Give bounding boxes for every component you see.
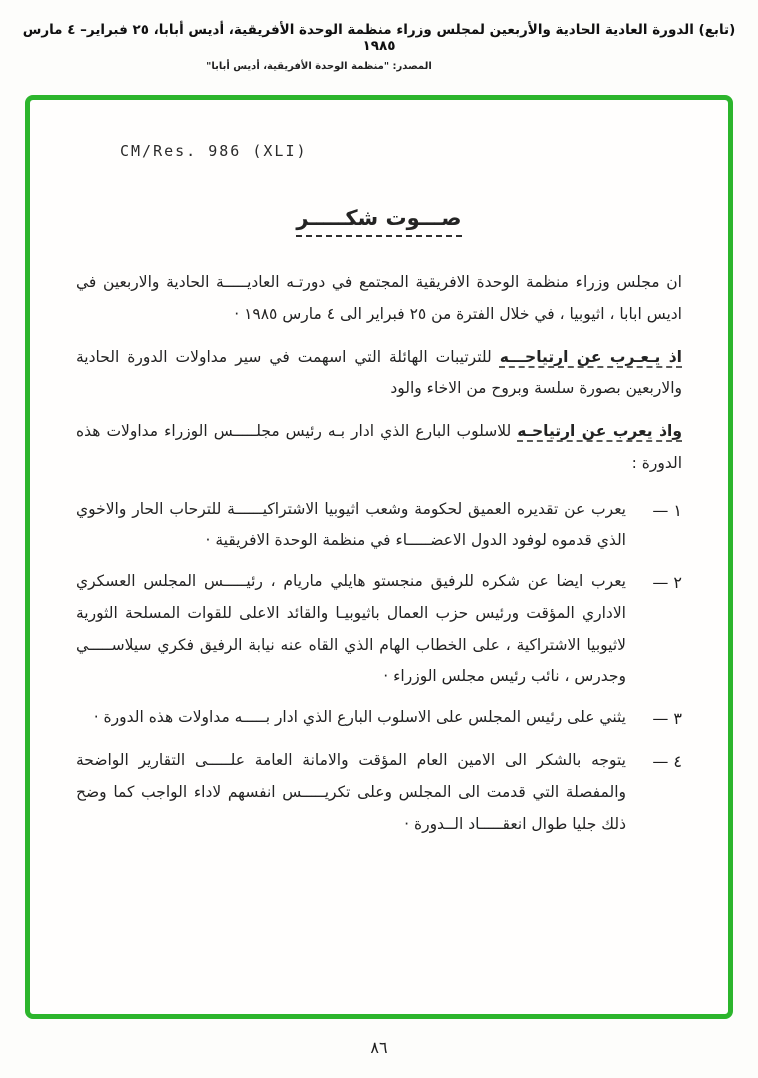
page-number: ٨٦ bbox=[370, 1038, 388, 1057]
item-1-text: يعرب عن تقديره العميق لحكومة وشعب اثيوبيا الاشتراكيــــــة للترحاب الحار والاخوي الذي قدموه لوفود الدول الاعضـــــاء في منظمة الوحدة الافريقية · bbox=[76, 499, 626, 550]
source-note: المصدر: "منظمة الوحدة الأفريقية، أديس أبابا" bbox=[206, 61, 432, 72]
resolution-items bbox=[76, 494, 682, 841]
resolution-reference: CM/Res. 986 (XLI) bbox=[120, 142, 308, 160]
item-4-text: يتوجه بالشكر الى الامين العام المؤقت والامانة العامة علـــــى التقارير الواضحة والمفصلة التي قدمت الى المجلس وعلى تكريـــــس انفسهم لاداء الواجب كما وضح ذلك جليا طوال انعقـــــاد الــدورة · bbox=[76, 750, 626, 833]
item-2-number: ٢ — bbox=[652, 573, 682, 593]
page-frame bbox=[25, 95, 733, 1019]
preamble-paragraph: ان مجلس وزراء منظمة الوحدة الافريقية المجتمع في دورتـه العاديـــــة الحادية والاربعين في اديس ابابا ، اثيوبيا ، في خلال الفترة من ٢٥ فبراير الى ٤ مارس ١٩٨٥ · bbox=[76, 273, 682, 323]
clause-1-lead: اذ يـعـرب عن ارتياحـــه bbox=[499, 347, 682, 366]
item-4-number: ٤ — bbox=[652, 751, 682, 771]
session-header-line: (تابع) الدورة العادية الحادية والأربعين لمجلس وزراء منظمة الوحدة الأفريقية، أديس أبابا، ٢٥ فبراير– ٤ مارس ١٩٨٥ bbox=[22, 22, 736, 54]
archive-header bbox=[0, 0, 758, 72]
item-3-number: ٣ — bbox=[652, 709, 682, 729]
item-3-text: يثني على رئيس المجلس على الاسلوب البارع الذي ادار بـــــه مداولات هذه الدورة · bbox=[93, 708, 626, 727]
item-2-text: يعرب ايضا عن شكره للرفيق منجستو هايلي ماريام ، رئيـــــس المجلس العسكري الاداري المؤقت ورئيس حزب العمال باثيوبيـا والقائد الاعلى للقوات المسلحة الثورية لاثيوبيا الاشتراكية ، على الخطاب الهام الذي القاه عنه نيابة الرفيق فكري سيلاســـــي وجدرس ، نائب رئيس مجلس الوزراء · bbox=[76, 572, 626, 686]
item-1-number: ١ — bbox=[652, 500, 682, 520]
resolution-item-4 bbox=[76, 745, 682, 840]
clause-2-lead: واذ يعرب عن ارتياحـه bbox=[517, 422, 682, 441]
document-body bbox=[76, 267, 682, 840]
document-title: صـــوت شكـــــر bbox=[296, 206, 461, 237]
resolution-item-1 bbox=[76, 494, 682, 558]
clause-2-text: للاسلوب البارع الذي ادار بـه رئيس مجلـــــس الوزراء مداولات هذه الدورة : bbox=[76, 422, 682, 472]
clause-2 bbox=[76, 416, 682, 480]
resolution-item-2 bbox=[76, 566, 682, 693]
clause-1 bbox=[76, 342, 682, 406]
resolution-item-3 bbox=[76, 702, 682, 736]
title-block bbox=[76, 206, 682, 237]
clause-1-text: للترتيبات الهائلة التي اسهمت في سير مداولات الدورة الحادية والاربعين بصورة سلسة وبروح من الاخاء والود bbox=[76, 347, 682, 398]
